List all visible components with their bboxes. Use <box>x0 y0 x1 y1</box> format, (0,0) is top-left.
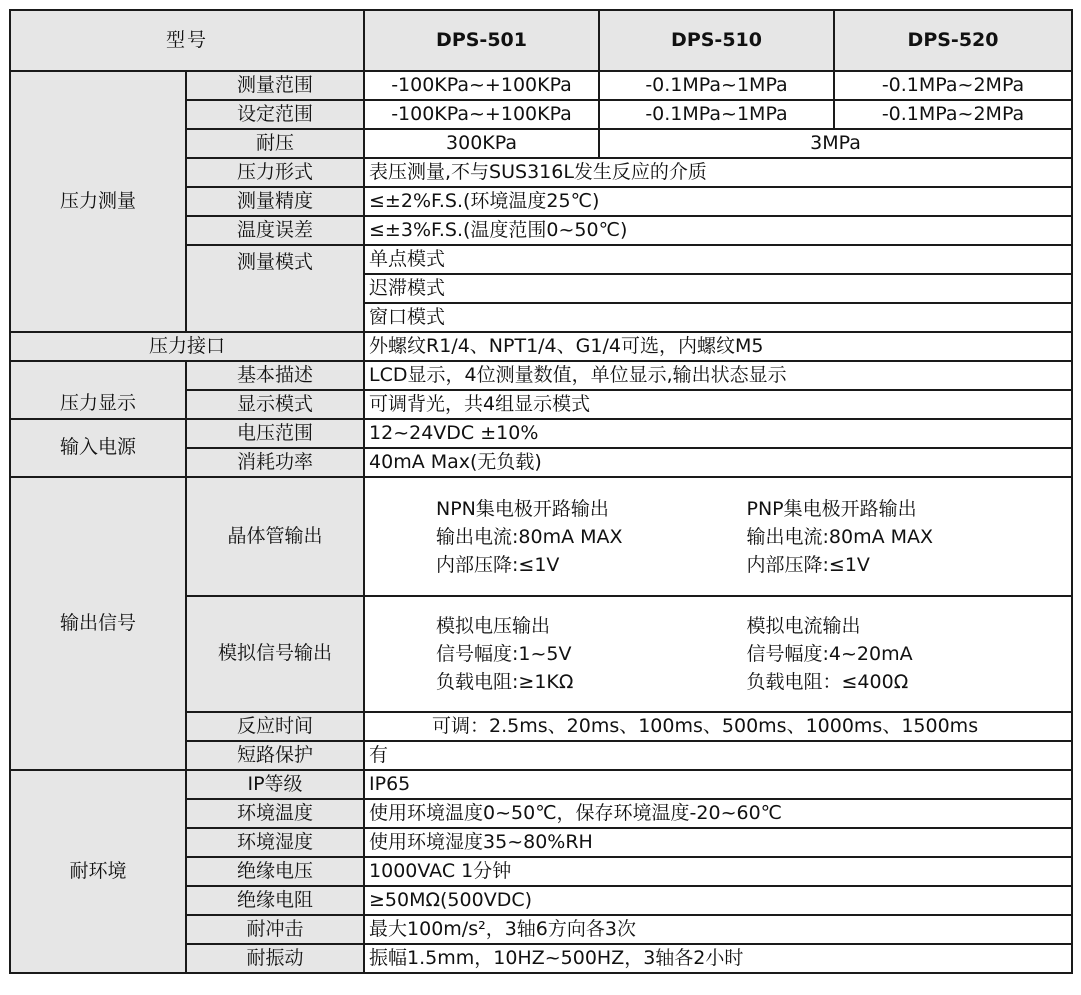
group-pressure-measurement: 压力测量 <box>10 71 186 332</box>
row-label-response-time: 反应时间 <box>186 712 364 741</box>
row-label-ip: IP等级 <box>186 770 364 799</box>
row-label-measure-mode: 测量模式 <box>186 245 364 332</box>
analog-output-cell <box>364 596 1072 712</box>
row-label-shock: 耐冲击 <box>186 915 364 944</box>
measure-mode-window: 窗口模式 <box>364 303 1072 332</box>
port-value: 外螺纹R1/4、NPT1/4、G1/4可选，内螺纹M5 <box>364 332 1072 361</box>
vibration-value: 振幅1.5mm，10HZ~500HZ，3轴各2小时 <box>364 944 1072 973</box>
row-label-withstand: 耐压 <box>186 129 364 158</box>
analog-current-line: 负载电阻：≤400Ω <box>746 671 909 693</box>
analog-current-line: 模拟电流输出 <box>746 615 861 637</box>
set-range-520: -0.1MPa~2MPa <box>834 100 1072 129</box>
analog-voltage-line: 负载电阻:≥1KΩ <box>436 671 574 693</box>
row-label-display-desc: 基本描述 <box>186 361 364 390</box>
transistor-pnp-line: 内部压降:≤1V <box>746 553 870 576</box>
analog-voltage-block <box>436 612 747 696</box>
row-label-temp-error: 温度误差 <box>186 216 364 245</box>
table-row <box>10 361 1072 390</box>
voltage-range-value: 12~24VDC ±10% <box>364 419 1072 448</box>
group-pressure-port: 压力接口 <box>10 332 364 361</box>
row-label-set-range: 设定范围 <box>186 100 364 129</box>
row-label-consumption: 消耗功率 <box>186 448 364 477</box>
response-time-value: 可调：2.5ms、20ms、100ms、500ms、1000ms、1500ms <box>364 712 1072 741</box>
model-dps-510: DPS-510 <box>599 10 834 71</box>
set-range-501: -100KPa~+100KPa <box>364 100 599 129</box>
row-label-measure-range: 测量范围 <box>186 71 364 100</box>
transistor-npn-block <box>436 495 747 579</box>
row-label-env-temp: 环境温度 <box>186 799 364 828</box>
transistor-pnp-line: 输出电流:80mA MAX <box>746 525 934 548</box>
analog-current-block <box>747 612 1058 696</box>
model-dps-520: DPS-520 <box>834 10 1072 71</box>
table-row <box>10 71 1072 100</box>
group-environment: 耐环境 <box>10 770 186 973</box>
model-header-title: 型号 <box>10 10 364 71</box>
row-label-voltage-range: 电压范围 <box>186 419 364 448</box>
group-pressure-display: 压力显示 <box>10 361 186 419</box>
row-label-analog: 模拟信号输出 <box>186 596 364 712</box>
group-input-power: 输入电源 <box>10 419 186 477</box>
transistor-pnp-block <box>747 495 1058 579</box>
table-row <box>10 770 1072 799</box>
withstand-501: 300KPa <box>364 129 599 158</box>
withstand-510-520: 3MPa <box>599 129 1072 158</box>
env-temp-value: 使用环境温度0~50℃，保存环境温度-20~60℃ <box>364 799 1072 828</box>
transistor-npn-line: NPN集电极开路输出 <box>436 497 609 520</box>
row-label-transistor: 晶体管输出 <box>186 477 364 596</box>
display-mode-value: 可调背光，共4组显示模式 <box>364 390 1072 419</box>
header-row <box>10 10 1072 71</box>
row-label-env-humidity: 环境湿度 <box>186 828 364 857</box>
transistor-npn-line: 内部压降:≤1V <box>436 553 560 576</box>
row-label-insulation-resistance: 绝缘电阻 <box>186 886 364 915</box>
measure-range-510: -0.1MPa~1MPa <box>599 71 834 100</box>
spec-table <box>9 9 1073 974</box>
row-label-short-protect: 短路保护 <box>186 741 364 770</box>
analog-voltage-line: 信号幅度:1~5V <box>436 643 572 665</box>
model-dps-501: DPS-501 <box>364 10 599 71</box>
consumption-value: 40mA Max(无负载) <box>364 448 1072 477</box>
transistor-pnp-line: PNP集电极开路输出 <box>746 497 917 520</box>
analog-voltage-line: 模拟电压输出 <box>436 615 551 637</box>
temp-error-value: ≤±3%F.S.(温度范围0~50℃) <box>364 216 1072 245</box>
measure-range-520: -0.1MPa~2MPa <box>834 71 1072 100</box>
measure-range-501: -100KPa~+100KPa <box>364 71 599 100</box>
table-row <box>10 419 1072 448</box>
analog-current-line: 信号幅度:4~20mA <box>746 643 913 665</box>
transistor-npn-line: 输出电流:80mA MAX <box>436 525 623 548</box>
measure-mode-hysteresis: 迟滞模式 <box>364 274 1072 303</box>
env-humidity-value: 使用环境湿度35~80%RH <box>364 828 1072 857</box>
row-label-display-mode: 显示模式 <box>186 390 364 419</box>
row-label-pressure-type: 压力形式 <box>186 158 364 187</box>
insulation-resistance-value: ≥50MΩ(500VDC) <box>364 886 1072 915</box>
set-range-510: -0.1MPa~1MPa <box>599 100 834 129</box>
table-row <box>10 332 1072 361</box>
row-label-accuracy: 测量精度 <box>186 187 364 216</box>
group-output-signal: 输出信号 <box>10 477 186 770</box>
accuracy-value: ≤±2%F.S.(环境温度25℃) <box>364 187 1072 216</box>
transistor-output-cell <box>364 477 1072 596</box>
table-row <box>10 477 1072 596</box>
row-label-vibration: 耐振动 <box>186 944 364 973</box>
pressure-type-value: 表压测量,不与SUS316L发生反应的介质 <box>364 158 1072 187</box>
insulation-voltage-value: 1000VAC 1分钟 <box>364 857 1072 886</box>
short-protect-value: 有 <box>364 741 1072 770</box>
measure-mode-single: 单点模式 <box>364 245 1072 274</box>
display-desc-value: LCD显示，4位测量数值，单位显示,输出状态显示 <box>364 361 1072 390</box>
ip-value: IP65 <box>364 770 1072 799</box>
row-label-insulation-voltage: 绝缘电压 <box>186 857 364 886</box>
shock-value: 最大100m/s²，3轴6方向各3次 <box>364 915 1072 944</box>
